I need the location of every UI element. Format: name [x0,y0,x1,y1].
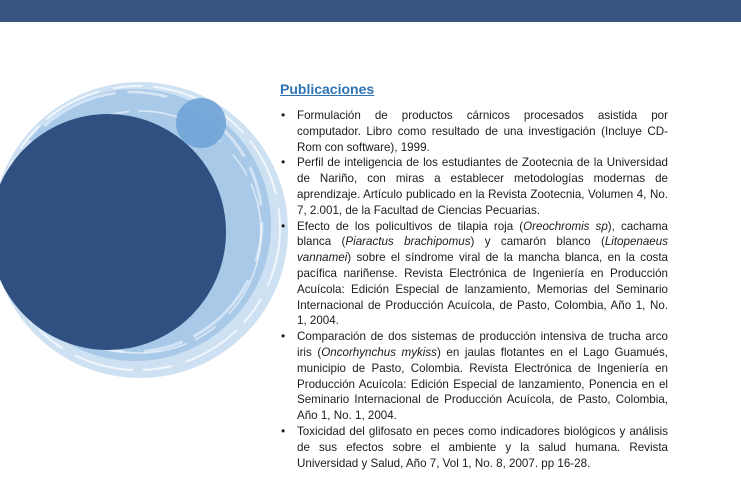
bullet-icon: • [281,329,286,344]
bullet-icon: • [281,218,286,233]
species-name: Oreochromis sp [523,219,608,233]
publication-item: • Efecto de los policultivos de tilapia roja (Oreochromis sp), cachama blanca (Piaractus brachipomus) y camarón blanco (Litopenaeus vannamei) sobre el síndrome viral de la mancha blanca, en la costa pacífica nariñense. Revista Electrónica de Ingeniería en Producción Acuícola: Edición Especial de lanzamiento, Memorias del Seminario Internacional de Producción Acuícola, de Pasto, Colombia, Año 1, No. 1, 2004. [281,218,668,328]
publication-item: • Comparación de dos sistemas de producción intensiva de trucha arco iris (Oncorhynchus mykiss) en jaulas flotantes en el Lago Guamués, municipio de Pasto, Colombia. Revista Electrónica de Ingeniería en Producción Acuícola: Edición Especial de lanzamiento, Ponencia en el Seminario Internacional de Producción Acuícola, de Pasto, Colombia, Año 1, No. 1, 2004. [281,329,668,423]
dark-core-circle [0,114,226,350]
accent-circle [176,98,226,148]
bullet-icon: • [281,155,286,170]
publication-item: • Perfil de inteligencia de los estudiantes de Zootecnia de la Universidad de Nariño, con miras a establecer metodologías modernas de aprendizaje. Artículo publicado en la Revista Zootecnia, Volumen 4, No. 7, 2.001, de la Facultad de Ciencias Pecuarias. [281,155,668,217]
publication-item: • Formulación de productos cárnicos procesados asistida por computador. Libro como resultado de una investigación (Incluye CD-Rom con software), 1999. [281,108,668,154]
bullet-icon: • [281,108,286,122]
bullet-icon: • [281,423,286,438]
species-name: Oncorhynchus mykiss [321,345,437,359]
species-name: Litopenaeus vannamei [297,235,668,265]
publications-list [280,108,668,471]
publication-item: • Toxicidad del glifosato en peces como indicadores biológicos y análisis de sus efectos sobre el ambiente y la salud humana. Revista Universidad y Salud, Año 7, Vol 1, No. 8, 2007. pp 16-28. [281,423,668,470]
section-heading: Publicaciones [280,81,375,97]
species-name: Piaractus brachipomus [345,235,471,249]
publications-section [280,80,668,471]
